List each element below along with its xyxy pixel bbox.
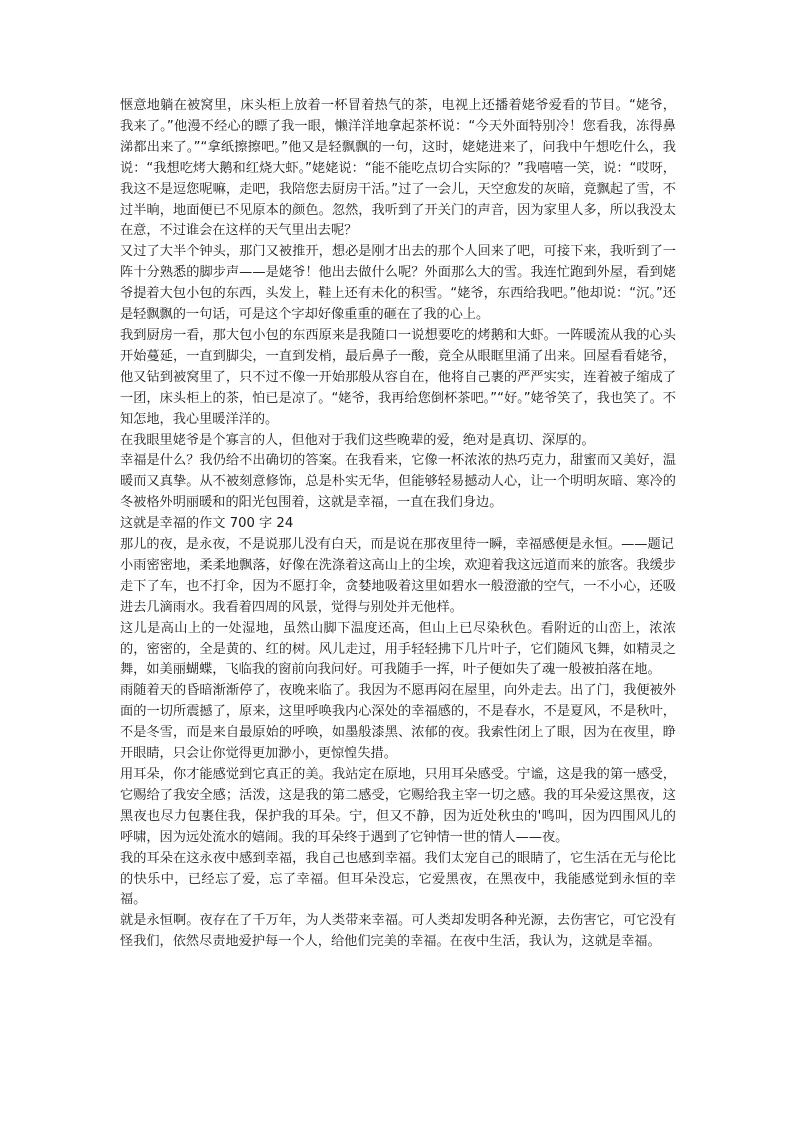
paragraph-grandpa-intro: 惬意地躺在被窝里，床头柜上放着一杯冒着热气的茶，电视上还播着姥爷爱看的节目。“姥爷，我来了。”他漫不经心的瞟了我一眼，懒洋洋地拿起茶杯说：“今天外面特别冷！您看我，冻得鼻涕都出来了。”“拿纸擦擦吧。”他又是轻飘飘的一句，这时，姥姥进来了，问我中午想吃什么，我说：“我想吃烤大鹅和红烧大虾。”姥姥说：“能不能吃点切合实际的？”我嘻嘻一笑，说：“哎呀，我这不是逗您呢嘛，走吧，我陪您去厨房干活。”过了一会儿，天空愈发的灰暗，竟飘起了雪，不过半晌，地面便已不见原本的颜色。忽然，我听到了开关门的声音，因为家里人多，所以我没太在意，不过谁会在这样的天气里出去呢？ [120, 98, 676, 239]
paragraph-wetland: 这儿是高山上的一处湿地，虽然山脚下温度还高，但山上已尽染秋色。看附近的山峦上，浓浓的，密密的，全是黄的、红的树。风儿走过，用手轻轻拂下几片叶子，它们随风飞舞，如精灵之舞，如美丽蝴蝶，飞临我的窗前向我问好。可我随手一挥，叶子便如失了魂一般被拍落在地。 [120, 620, 676, 678]
paragraph-kitchen: 我到厨房一看，那大包小包的东西原来是我随口一说想要吃的烤鹅和大虾。一阵暖流从我的心头开始蔓延，一直到脚尖，一直到发梢，最后鼻子一酸，竟全从眼眶里涌了出来。回屋看看姥爷，他又钻到被窝里了，只不过不像一开始那般从容自在，他将自己裹的严严实实，连着被子缩成了一团，床头柜上的茶，怕已是凉了。“姥爷，我再给您倒杯茶吧。”“好。”姥爷笑了，我也笑了。不知怎地，我心里暖洋洋的。 [120, 327, 676, 427]
paragraph-eternal-night: 就是永恒啊。夜存在了千万年，为人类带来幸福。可人类却发明各种光源，去伤害它，可它没有怪我们，依然尽责地爱护每一个人，给他们完美的幸福。在夜中生活，我认为，这就是幸福。 [120, 913, 676, 950]
paragraph-ears-happiness: 我的耳朵在这永夜中感到幸福，我自己也感到幸福。我们太宠自己的眼睛了，它生活在无与伦比的快乐中，已经忘了爱，忘了幸福。但耳朵没忘，它爱黑夜，在黑夜中，我能感觉到永恒的幸福。 [120, 850, 676, 908]
paragraph-night-falls: 雨随着天的昏暗渐渐停了，夜晚来临了。我因为不愿再闷在屋里，向外走去。出了门，我便被外面的一切所震撼了，原来，这里呼唤我内心深处的幸福感的，不是春水，不是夏风，不是秋叶，不是冬雪，而是来自最原始的呼唤，如墨般漆黑、浓郁的夜。我索性闭上了眼，因为在夜里，睁开眼睛，只会让你觉得更加渺小，更惊惶失措。 [120, 683, 676, 762]
paragraph-what-is-happiness: 幸福是什么？我仍给不出确切的答案。在我看来，它像一杯浓浓的热巧克力，甜蜜而又美好，温暖而又真挚。从不被刻意修饰，总是朴实无华，但能够轻易撼动人心，让一个明明灰暗、寒冷的冬被格外明丽暖和的阳光包围着，这就是幸福，一直在我们身边。 [120, 453, 676, 511]
document-body [120, 96, 676, 953]
paragraph-arrival-rain: 小雨密密地，柔柔地飘落，好像在洗涤着这高山上的尘埃，欢迎着我这远道而来的旅客。我缓步走下了车，也不打伞，因为不愿打伞，贪婪地吸着这里如碧水一般澄澈的空气，一不小心，还吸进去几滴雨水。我看着四周的风景，觉得与别处并无他样。 [120, 557, 676, 615]
paragraph-grandpa-returns: 又过了大半个钟头，那门又被推开，想必是刚才出去的那个人回来了吧，可接下来，我听到了一阵十分熟悉的脚步声——是姥爷！他出去做什么呢？外面那么大的雪。我连忙跑到外屋，看到姥爷提着大包小包的东西，头发上，鞋上还有未化的积雪。“姥爷，东西给我吧。”他却说：“沉。”还是轻飘飘的一句话，可是这个字却好像重重的砸在了我的心上。 [120, 244, 676, 323]
paragraph-listening: 用耳朵，你才能感觉到它真正的美。我站定在原地，只用耳朵感受。宁谧，这是我的第一感受，它赐给了我安全感；活泼，这是我的第二感受，它赐给我主宰一切之感。我的耳朵爱这黑夜，这黑夜也尽力包裹住我，保护我的耳朵。宁，但又不静，因为近处秋虫的'鸣叫，因为四围风儿的呼啸，因为远处流水的嬉闹。我的耳朵终于遇到了它钟情一世的情人——夜。 [120, 767, 676, 845]
paragraph-epigraph: 那儿的夜，是永夜，不是说那儿没有白天，而是说在那夜里待一瞬，幸福感便是永恒。——题记 [120, 537, 674, 553]
paragraph-grandpa-love: 在我眼里姥爷是个寡言的人，但他对于我们这些晚辈的爱，绝对是真切、深厚的。 [120, 432, 595, 448]
essay-title: 这就是幸福的作文 700 字 24 [120, 516, 294, 532]
